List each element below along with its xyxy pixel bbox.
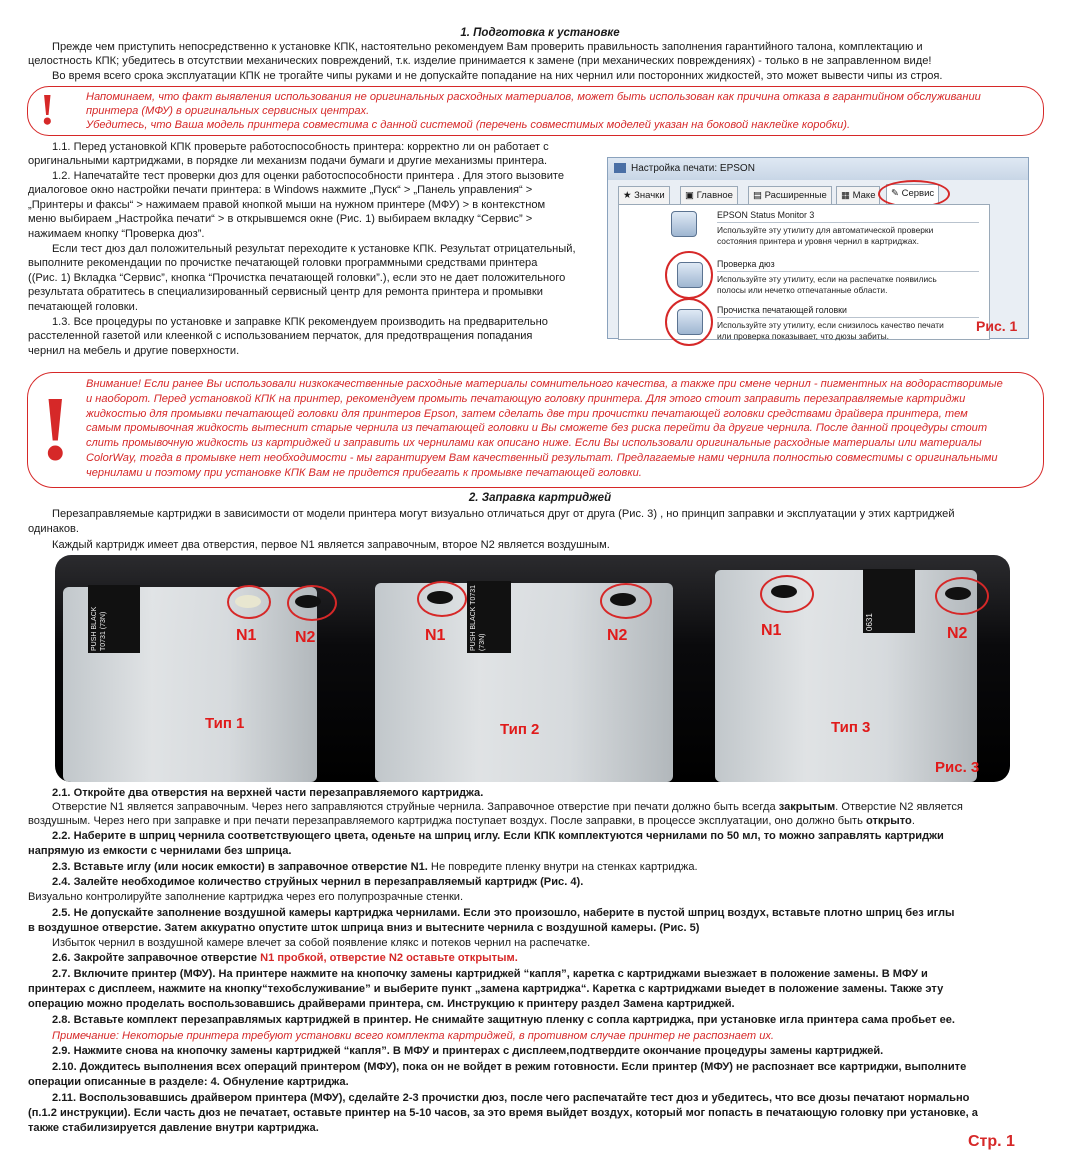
highlight-nozzle-check <box>665 251 713 299</box>
circle-n2-type3 <box>935 577 989 615</box>
step-2-7-line-a: 2.7. Включите принтер (МФУ). На принтере нажмите на кнопочку замены картриджей “капля”, каретка с картриджами выезжает в положение замены. В МФУ и <box>52 968 928 980</box>
section2-intro-2: одинаков. <box>28 523 80 535</box>
service-panel <box>618 204 990 340</box>
exclamation-icon: ! <box>40 377 71 479</box>
step-2-3: 2.3. Вставьте иглу (или носик емкости) в заправочное отверстие N1. Не повредите пленку внутри на стенках картриджа. <box>52 861 698 873</box>
warning1-line1: Напоминаем, что факт выявления использования не оригинальных расходных материалов, может быть использован как причина отказа в гарантийном обслуживании <box>86 91 981 103</box>
p12-line-e: нажимаем кнопку “Проверка дюз”. <box>28 228 205 240</box>
label-n2-type3: N2 <box>947 625 968 642</box>
tab-layout[interactable]: ▦ Маке <box>836 186 880 205</box>
p12-line-b: диалоговое окно настройки печати принтера: в Windows нажмите „Пуск“ > „Панель управления“ > <box>28 184 533 196</box>
figure-1-label: Рис. 1 <box>976 318 1018 334</box>
cartridge-2-label: PUSH BLACK T0731 (73N) <box>467 581 511 653</box>
step-2-1-line-b: воздушным. Через него при заправке и при печати перезаправляемого картриджа поступает воздух. После заправки, в процессе эксплуатации, оно должно быть открыто. <box>28 815 915 827</box>
warning2-line: чернилами и поэтому при установке КПК Вам не придется прибегать к промывке печатающей головки. <box>86 466 642 479</box>
p12-line-i: результата обратитесь в специализированный сервисный центр для ремонта принтера и промывки <box>28 286 543 298</box>
cartridge-3-label: 0631 <box>863 569 915 633</box>
step-2-5-line-b: в воздушное отверстие. Затем аккуратно опустите шток шприца вниз и вытесните чернила с воздушной камеры. (Рис. 5) <box>28 922 700 934</box>
section2-intro-1: Перезаправляемые картриджи в зависимости от модели принтера могут визуально отличаться друг от друга (Рис. 3) , но принцип заправки и эксплуатации у этих картриджей <box>52 508 955 520</box>
nozzle-check-text-1: Используйте эту утилиту, если на распечатке появились <box>717 274 937 284</box>
step-2-5-line-c: Избыток чернил в воздушной камере влечет за собой появление клякс и потеков чернил на распечатке. <box>52 937 591 949</box>
tab-advanced[interactable]: ▤ Расширенные <box>748 186 832 205</box>
step-2-11-line-a: 2.11. Воспользовавшись драйвером принтера (МФУ), сделайте 2-3 прочистки дюз, после чего распечатайте тест дюз и убедитесь, что все дюзы печатают нормально <box>52 1092 970 1104</box>
circle-n2-type1 <box>287 585 337 621</box>
step-2-10-line-b: операции описанные в разделе: 4. Обнуление картриджа. <box>28 1076 349 1088</box>
divider <box>717 317 979 318</box>
divider <box>717 271 979 272</box>
step-2-8-note: Примечание: Некоторые принтера требуют установки всего комплекта картриджей, в противном случае принтер не распознает их. <box>52 1030 775 1042</box>
page-number: Стр. 1 <box>968 1133 1015 1150</box>
step-2-11-line-b: (п.1.2 инструкции). Если часть дюз не печатает, оставьте принтер на 5-10 часов, за это время выйдет воздух, который мог попасть в печатающую головку при установке, а <box>28 1107 978 1119</box>
warning1-line3: Убедитесь, что Ваша модель принтера совместима с данной системой (перечень совместимых моделей указан на боковой наклейке коробки). <box>86 119 851 131</box>
p12-line-g: выполните рекомендации по прочистке печатающей головки программными средствами принтера <box>28 257 538 269</box>
circle-n1-type1 <box>227 585 271 619</box>
step-2-5-line-a: 2.5. Не допускайте заполнение воздушной камеры картриджа чернилами. Если это произошло, наберите в пустой шприц воздух, вставьте плотно шприц без иглы <box>52 907 955 919</box>
tab-icons[interactable]: ★ Значки <box>618 186 670 205</box>
exclamation-icon: ! <box>40 85 55 134</box>
warning2-line: слить промывочную жидкость из картриджей и заправить их чернилами как описано ниже. Если Вы использовали оригинальные расходные материалы или материалы <box>86 437 982 450</box>
figure-3-label: Рис. 3 <box>935 759 980 776</box>
p12-line-a: 1.2. Напечатайте тест проверки дюз для оценки работоспособности принтера . Для этого вызовите <box>52 170 565 182</box>
warning2-line: Внимание! Если ранее Вы использовали низкокачественные расходные материалы сомнительного качества, а также при смене чернил - пигментных на водорастворимые <box>86 378 1003 390</box>
warning2-line: жидкостью для промывки печатающей головки для принтеров Epson, затем сделать две три прочистки печатающей головки средствами драйвера принтера, тем <box>86 407 968 420</box>
p12-line-j: печатающей головки. <box>28 301 138 313</box>
step-2-11-line-c: также стабилизируется давление внутри картриджа. <box>28 1122 319 1134</box>
head-cleaning-title: Прочистка печатающей головки <box>717 305 847 315</box>
circle-n1-type3 <box>760 575 814 613</box>
p12-line-d: меню выбираем „Настройка печати“ > в открывшемся окне (Рис. 1) выбираем вкладку “Сервис” > <box>28 213 533 225</box>
intro-line-3: Во время всего срока эксплуатации КПК не трогайте чипы руками и не допускайте попадание на них чернил или посторонних жидкостей, это может вывести чипы из строя. <box>52 70 943 82</box>
intro-line-1: Прежде чем приступить непосредственно к установке КПК, настоятельно рекомендуем Вам проверить правильность заполнения гарантийного талона, комплектацию и <box>52 41 923 53</box>
cartridge-1-label: PUSH BLACK T0731 (73N) <box>88 585 140 653</box>
warning2-line: ColorWay, тогда в промывке нет необходимости - мы гарантируем Вам качественный результат. Предлагаемые нами чернила полностью совместимы с оригинальными <box>86 452 998 464</box>
step-2-2-line-a: 2.2. Наберите в шприц чернила соответствующего цвета, оденьте на шприц иглу. Если КПК комплектуются чернилами по 50 мл, то можно заправлять картриджи <box>52 830 944 842</box>
section2-intro-3: Каждый картридж имеет два отверстия, первое N1 является заправочным, второе N2 является воздушным. <box>52 539 610 551</box>
step-2-1-heading: 2.1. Откройте два отверстия на верхней части перезаправляемого картриджа. <box>52 787 484 799</box>
nozzle-check-text-2: полосы или нечетко отпечатанные области. <box>717 285 888 295</box>
step-2-4-note: Визуально контролируйте заполнение картриджа через его полупрозрачные стенки. <box>28 891 464 903</box>
status-monitor-icon[interactable] <box>671 211 697 237</box>
step-2-2-line-b: напрямую из емкости с чернилами без шприца. <box>28 845 292 857</box>
step-2-7-line-b: принтерах с дисплеем, нажмите на кнопку“техобслуживание” и выберите пункт „замена картриджа“. Каретка с картриджами выедет в положение замены. Также эту <box>28 983 944 995</box>
p13-line-c: чернил на мебель и другие поверхности. <box>28 345 240 357</box>
label-type-2: Тип 2 <box>500 721 540 738</box>
p12-line-h: ((Рис. 1) Вкладка “Сервис”, кнопка “Прочистка печатающей головки”.), если это не дает положительного <box>28 272 566 284</box>
step-2-8: 2.8. Вставьте комплект перезаправлямых картриджей в принтер. Не снимайте защитную пленку с сопла картриджа, при установке игла принтера сама пробьет ее. <box>52 1014 956 1026</box>
p12-line-c: „Принтеры и факсы“ > нажимаем правой кнопкой мыши на нужном принтере (МФУ) > в контекстном <box>28 199 546 211</box>
tab-main[interactable]: ▣ Главное <box>680 186 738 205</box>
circle-n1-type2 <box>417 581 467 617</box>
intro-line-2: целостность КПК; убедитесь в отсутствии механических повреждений, т.к. изделие принимается к замене (при механических повреждениях) - только в не заправленном виде! <box>28 55 932 67</box>
circle-n2-type2 <box>600 583 652 619</box>
nozzle-check-title: Проверка дюз <box>717 259 775 269</box>
p12-line-f: Если тест дюз дал положительный результат переходите к установке КПК. Результат отрицательный, <box>52 243 576 255</box>
status-monitor-title: EPSON Status Monitor 3 <box>717 210 815 220</box>
label-n1-type3: N1 <box>761 622 782 639</box>
printer-icon <box>614 163 626 173</box>
status-monitor-text-1: Используйте эту утилиту для автоматической проверки <box>717 225 934 235</box>
p13-line-a: 1.3. Все процедуры по установке и заправке КПК рекомендуем производить на предварительно <box>52 316 548 328</box>
step-2-1-line-a: Отверстие N1 является заправочным. Через него заправляются струйные чернила. Заправочное отверстие при печати должно быть всегда закрытым. Отверстие N2 является <box>52 801 963 813</box>
label-type-1: Тип 1 <box>205 715 245 732</box>
print-settings-dialog <box>607 157 1029 339</box>
head-cleaning-text-2: или проверка показывает, что дюзы забиты. <box>717 331 889 341</box>
step-2-6: 2.6. Закройте заправочное отверстие N1 пробкой, отверстие N2 оставьте открытым. <box>52 952 518 964</box>
label-n2-type1: N2 <box>295 629 316 646</box>
section1-title: 1. Подготовка к установке <box>460 27 620 39</box>
p11-line-b: оригинальными картриджами, в порядке ли механизм подачи бумаги и другие механизмы принтера. <box>28 155 548 167</box>
step-2-7-line-c: операцию можно проделать воспользовавшись драйверами принтера, см. Инструкцию к принтеру раздел Замена картриджей. <box>28 998 735 1010</box>
section2-title: 2. Заправка картриджей <box>468 492 612 504</box>
warning2-line: и наоборот. Перед установкой КПК на принтер, рекомендуем промыть печатающую головку принтера. Для этого стоит заправить перезаправляемые картриджи <box>86 392 966 405</box>
warning2-line: самым промывочная жидкость вытеснит старые чернила из печатающей головки и Вы сможете без риска перейти да другие чернила. После данной процедуры стоит <box>86 422 988 435</box>
p13-line-b: расстеленной газетой или клеенкой с использованием перчаток, для предотвращения попадания <box>28 330 533 342</box>
warning1-line2: принтера (МФУ) в оригинальных сервисных центрах. <box>86 105 370 117</box>
label-n2-type2: N2 <box>607 627 628 644</box>
divider <box>717 222 979 223</box>
dialog-title: Настройка печати: EPSON <box>631 163 755 174</box>
step-2-4: 2.4. Залейте необходимое количество струйных чернил в перезаправляемый картридж (Рис. 4). <box>52 876 584 888</box>
step-2-9: 2.9. Нажмите снова на кнопочку замены картриджей “капля”. В МФУ и принтерах с дисплеем,подтвердите окончание процедуры замены картриджей. <box>52 1045 884 1057</box>
status-monitor-text-2: состояния принтера и уровня чернил в картриджах. <box>717 236 919 246</box>
label-n1-type2: N1 <box>425 627 446 644</box>
p11-line-a: 1.1. Перед установкой КПК проверьте работоспособность принтера: корректно ли он работает с <box>52 141 549 153</box>
tab-service[interactable]: ✎ Сервис <box>886 184 939 205</box>
label-n1-type1: N1 <box>236 627 257 644</box>
label-type-3: Тип 3 <box>831 719 871 736</box>
cartridges-photo <box>55 555 1010 782</box>
highlight-head-cleaning <box>665 298 713 346</box>
dialog-titlebar <box>608 158 1028 180</box>
head-cleaning-text-1: Используйте эту утилиту, если снизилось качество печати <box>717 320 944 330</box>
step-2-10-line-a: 2.10. Дождитесь выполнения всех операций принтером (МФУ), пока он не войдет в режим готовности. Если принтер (МФУ) не распознает все картриджи, выполните <box>52 1061 967 1073</box>
